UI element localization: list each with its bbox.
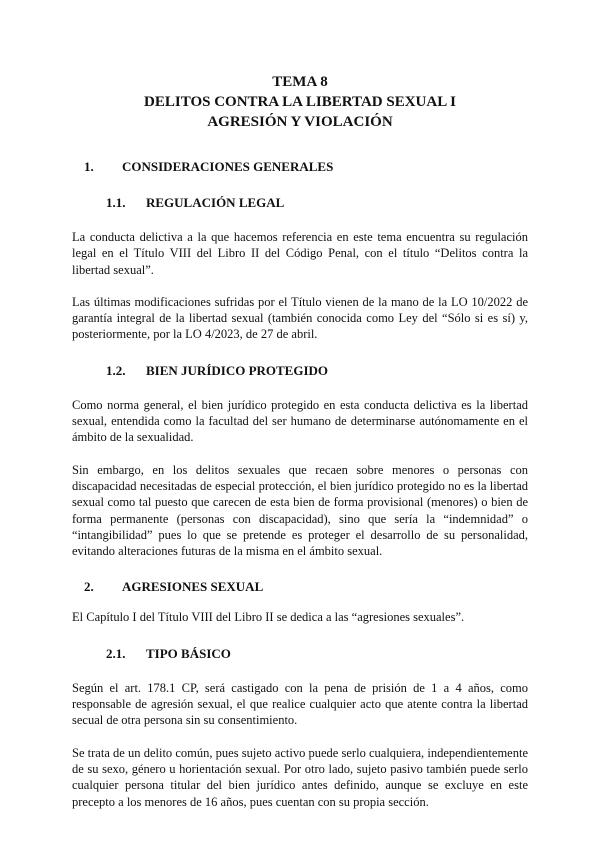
paragraph: Como norma general, el bien jurídico protegido en esta conducta delictiva es la libertad sexual, entendida como la facultad del ser humano de determinarse autónomamente en el ámbito de la sexualidad. [72,397,528,445]
section-1-1-number: 1.1. [106,195,126,210]
section-1-title: CONSIDERACIONES GENERALES [122,159,334,174]
section-1-2-number: 1.2. [106,362,126,378]
paragraph: La conducta delictiva a la que hacemos referencia en este tema encuentra su regulación legal en el Título VIII del Libro II del Código Penal, con el título “Delitos contra la libertad sexual”. [72,230,528,277]
section-1-number: 1. [84,159,94,174]
paragraph: El Capítulo I del Título VIII del Libro II se dedica a las “agresiones sexuales”. [72,610,465,625]
section-2-heading [84,579,528,595]
section-1-1-title: REGULACIÓN LEGAL [146,195,285,210]
section-2-title: AGRESIONES SEXUAL [122,579,264,595]
section-2-number: 2. [84,579,94,595]
section-1-2-title: BIEN JURÍDICO PROTEGIDO [146,362,329,378]
paragraph: Se trata de un delito común, pues sujeto activo puede serlo cualquiera, independientemente de su sexo, género u horientación sexual. Por otro lado, sujeto pasivo también puede serlo cualquier persona titular del bien jurídico antes definido, aunque se excluye en este precepto a los menores de 16 años, pues cuentan con su propia sección. [72,745,528,809]
title-line-2: DELITOS CONTRA LA LIBERTAD SEXUAL I [144,94,456,110]
section-1-1-heading [106,195,528,211]
section-2-1-heading [106,646,528,662]
section-1-2-heading [106,363,528,379]
paragraph: Sin embargo, en los delitos sexuales que recaen sobre menores o personas con discapacidad necesitadas de especial protección, el bien jurídico protegido no es la libertad sexual como tal puesto que carecen de esta bien de forma provisional (menores) o bien de forma permanente (personas con discapacidad), sino que sería la “indemnidad” o “intangibilidad” pues lo que se pretende es proteger el desarrollo de su personalidad, evitando alteraciones futuras de la misma en el ámbito sexual. [72,462,528,559]
title-line-3: AGRESIÓN Y VIOLACIÓN [207,114,393,130]
section-1-heading [84,159,528,175]
document-title [72,72,528,132]
section-2-1-title: TIPO BÁSICO [146,645,231,661]
title-line-1: TEMA 8 [272,74,328,90]
paragraph: Las últimas modificaciones sufridas por el Título vienen de la mano de la LO 10/2022 de garantía integral de la libertad sexual (también conocida como Ley del “Sólo si es sí) y, posteriormente, por la LO 4/2023, de 27 de abril. [72,294,528,342]
paragraph: Según el art. 178.1 CP, será castigado con la pena de prisión de 1 a 4 años, como responsable de agresión sexual, el que realice cualquier acto que atente contra la libertad secual de otra persona sin su consentimiento. [72,680,528,728]
section-2-1-number: 2.1. [106,645,126,661]
